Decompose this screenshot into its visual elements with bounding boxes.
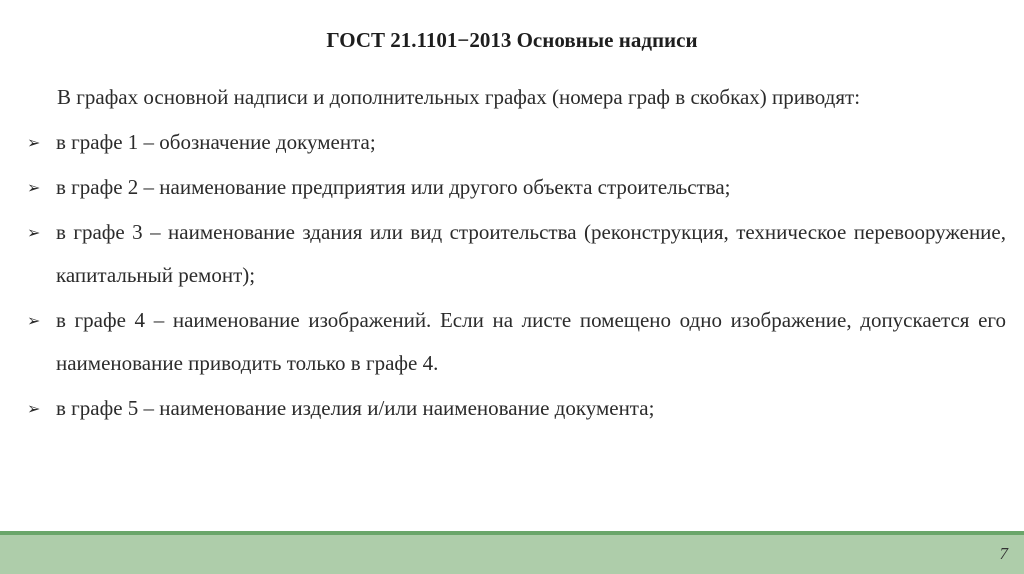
list-item-text: в графе 4 – наименование изображений. Если на листе помещено одно изображение, допускается его наименование приводить только в графе 4. [56, 308, 1006, 375]
page-number: 7 [999, 544, 1008, 563]
bullet-list [27, 121, 1006, 430]
arrow-bullet-icon: ➢ [27, 223, 41, 242]
list-item [27, 166, 1006, 209]
list-item [27, 299, 1006, 385]
intro-paragraph [27, 76, 1006, 119]
slide-content [27, 76, 1006, 430]
list-item-text: в графе 5 – наименование изделия и/или наименование документа; [56, 396, 655, 420]
list-item [27, 211, 1006, 297]
list-item-text: в графе 3 – наименование здания или вид строительства (реконструкция, техническое перевооружение, капитальный ремонт); [56, 220, 1006, 287]
intro-text: В графах основной надписи и дополнительных графах (номера граф в скобках) приводят: [57, 85, 861, 109]
list-item-text: в графе 2 – наименование предприятия или другого объекта строительства; [56, 175, 731, 199]
arrow-bullet-icon: ➢ [27, 133, 41, 152]
slide-title: ГОСТ 21.1101−2013 Основные надписи [326, 28, 698, 52]
arrow-bullet-icon: ➢ [27, 178, 41, 197]
list-item [27, 121, 1006, 164]
list-item-text: в графе 1 – обозначение документа; [56, 130, 376, 154]
footer-band [0, 535, 1024, 574]
arrow-bullet-icon: ➢ [27, 311, 41, 330]
list-item [27, 387, 1006, 430]
arrow-bullet-icon: ➢ [27, 399, 41, 418]
